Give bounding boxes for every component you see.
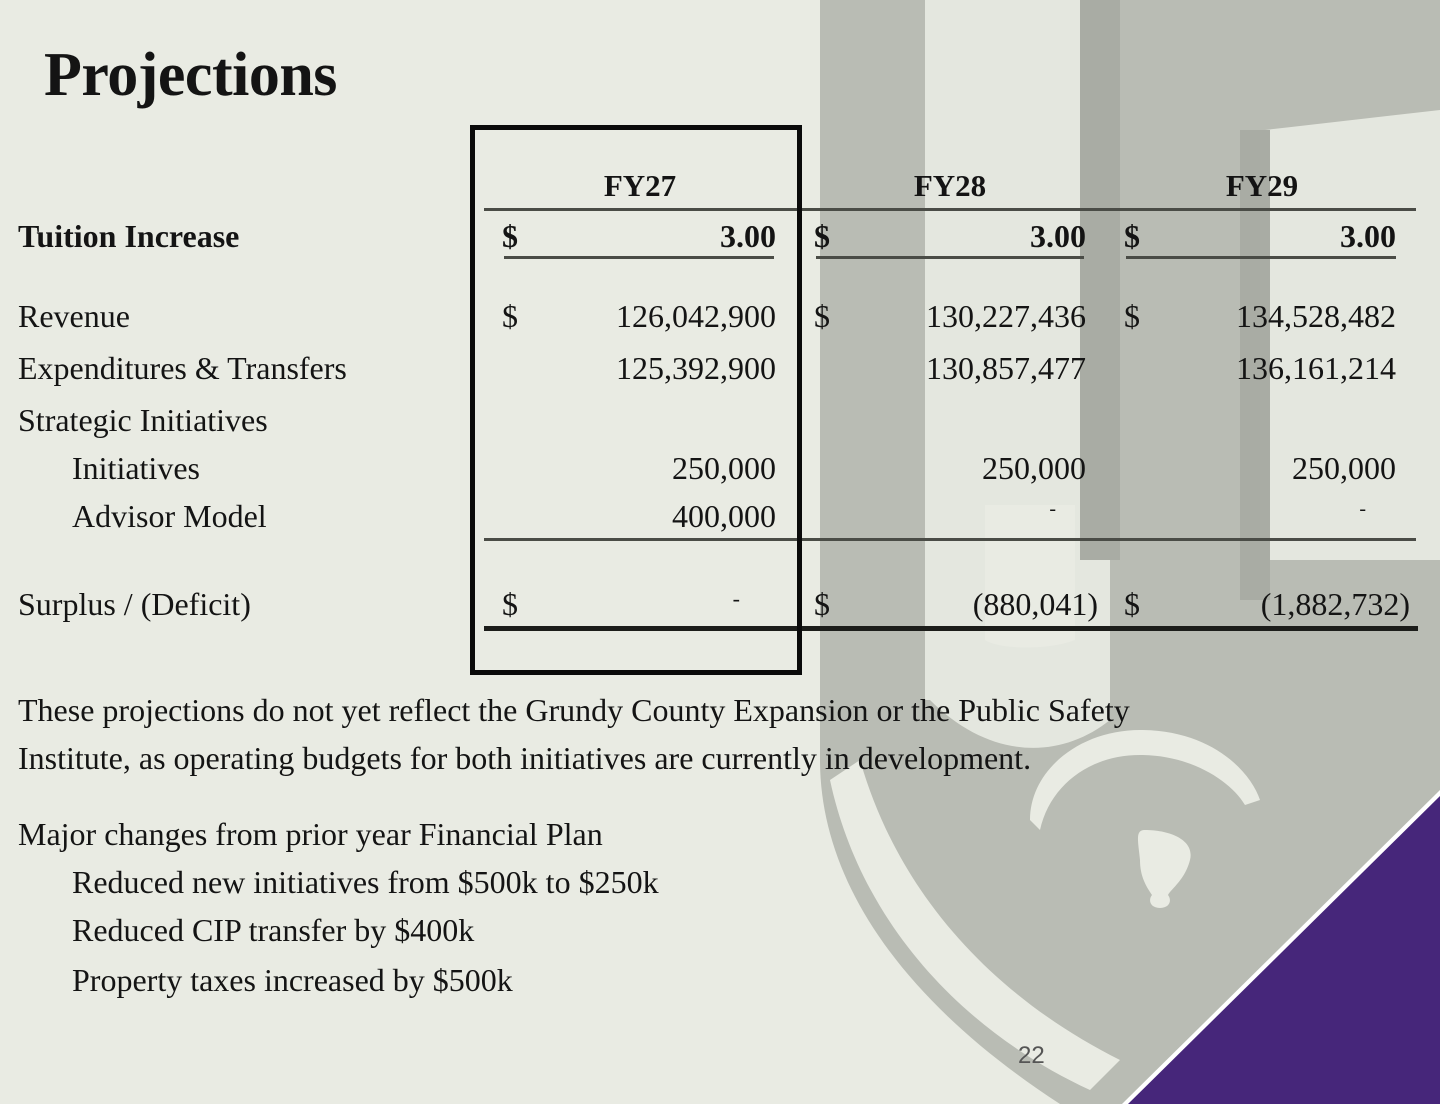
revenue-fy29-currency: $ xyxy=(1124,298,1140,334)
tuition-fy27-value: 3.00 xyxy=(720,218,776,254)
surplus-fy27-currency: $ xyxy=(502,586,518,622)
row-label-advisor-model: Advisor Model xyxy=(72,498,267,534)
change-item: Reduced new initiatives from $500k to $250k xyxy=(72,864,659,900)
tuition-fy28-currency: $ xyxy=(814,218,830,254)
row-label-revenue: Revenue xyxy=(18,298,130,334)
advisor-fy28-value: - xyxy=(1049,498,1056,520)
revenue-fy28-currency: $ xyxy=(814,298,830,334)
expenditures-fy29-value: 136,161,214 xyxy=(1236,350,1396,386)
row-label-expenditures: Expenditures & Transfers xyxy=(18,350,347,386)
column-header-fy27: FY27 xyxy=(603,168,677,203)
tuition-underline-fy28 xyxy=(816,256,1084,259)
disclaimer-line-1: These projections do not yet reflect the Grundy County Expansion or the Public Safety xyxy=(18,692,1130,728)
initiatives-fy28-value: 250,000 xyxy=(982,450,1086,486)
surplus-fy29-value: (1,882,732) xyxy=(1260,586,1410,622)
row-label-initiatives: Initiatives xyxy=(72,450,200,486)
disclaimer-line-2: Institute, as operating budgets for both initiatives are currently in development. xyxy=(18,740,1032,776)
changes-heading: Major changes from prior year Financial Plan xyxy=(18,816,603,852)
change-item: Reduced CIP transfer by $400k xyxy=(72,912,475,948)
tuition-fy29-value: 3.00 xyxy=(1340,218,1396,254)
tuition-underline-fy29 xyxy=(1126,256,1396,259)
column-header-fy29: FY29 xyxy=(1225,168,1299,203)
initiatives-fy29-value: 250,000 xyxy=(1292,450,1396,486)
surplus-fy28-value: (880,041) xyxy=(972,586,1098,622)
surplus-fy28-currency: $ xyxy=(814,586,830,622)
advisor-fy29-value: - xyxy=(1359,498,1366,520)
surplus-fy27-value: - xyxy=(732,586,740,611)
column-header-fy28: FY28 xyxy=(913,168,987,203)
initiatives-fy27-value: 250,000 xyxy=(672,450,776,486)
tuition-fy29-currency: $ xyxy=(1124,218,1140,254)
revenue-fy29-value: 134,528,482 xyxy=(1236,298,1396,334)
surplus-fy29-currency: $ xyxy=(1124,586,1140,622)
tuition-fy28-value: 3.00 xyxy=(1030,218,1086,254)
slide-title: Projections xyxy=(44,41,337,109)
expenditures-fy27-value: 125,392,900 xyxy=(616,350,776,386)
row-label-strategic-initiatives: Strategic Initiatives xyxy=(18,402,268,438)
change-item: Property taxes increased by $500k xyxy=(72,962,513,998)
revenue-fy27-value: 126,042,900 xyxy=(616,298,776,334)
advisor-fy27-value: 400,000 xyxy=(672,498,776,534)
page-number: 22 xyxy=(1018,1042,1045,1069)
fy27-highlight-box xyxy=(470,125,802,675)
revenue-fy27-currency: $ xyxy=(502,298,518,334)
revenue-fy28-value: 130,227,436 xyxy=(926,298,1086,334)
expenditures-fy28-value: 130,857,477 xyxy=(926,350,1086,386)
row-label-tuition-increase: Tuition Increase xyxy=(18,218,240,254)
tuition-fy27-currency: $ xyxy=(502,218,518,254)
row-label-surplus-deficit: Surplus / (Deficit) xyxy=(18,586,251,622)
